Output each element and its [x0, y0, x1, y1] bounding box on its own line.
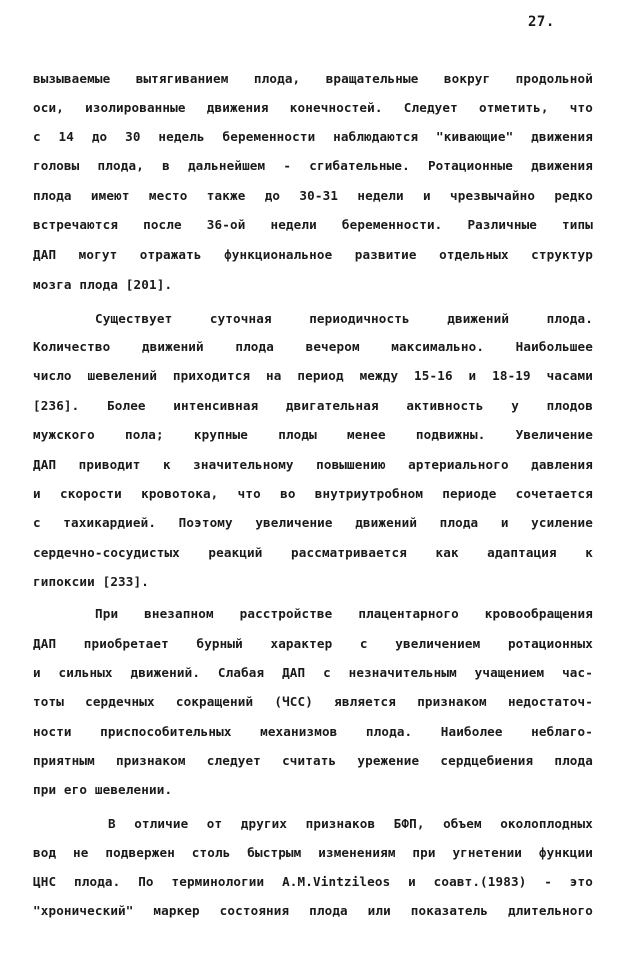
text-line: В отличие от других признаков БФП, объем околоплодных — [108, 816, 593, 831]
text-line: гипоксии [233]. — [33, 574, 149, 589]
text-line: и сильных движений. Слабая ДАП с незначительным учащением час- — [33, 665, 593, 680]
text-line: вызываемые вытягиванием плода, вращательные вокруг продольной — [33, 71, 593, 86]
text-line: число шевелений приходится на период между 15-16 и 18-19 часами — [33, 368, 593, 383]
text-line: и скорости кровотока, что во внутриутробном периоде сочетается — [33, 486, 593, 501]
text-line: ЦНС плода. По терминологии A.M.Vintzileos и соавт.(1983) - это — [33, 874, 593, 889]
text-line: вод не подвержен столь быстрым изменениям при угнетении функции — [33, 845, 593, 860]
text-line: ДАП приводит к значительному повышению артериального давления — [33, 457, 593, 472]
text-line: Существует суточная периодичность движений плода. — [95, 311, 593, 326]
text-line: [236]. Более интенсивная двигательная активность у плодов — [33, 398, 593, 413]
text-line: с 14 до 30 недель беременности наблюдаются "кивающие" движения — [33, 129, 593, 144]
text-line: плода имеют место также до 30-31 недели и чрезвычайно редко — [33, 188, 593, 203]
text-line: ности приспособительных механизмов плода. Наиболее неблаго- — [33, 724, 593, 739]
text-line: ДАП приобретает бурный характер с увеличением ротационных — [33, 636, 593, 651]
text-line: "хронический" маркер состояния плода или показатель длительного — [33, 903, 593, 918]
text-line: Количество движений плода вечером максимально. Наибольшее — [33, 339, 593, 354]
text-line: тоты сердечных сокращений (ЧСС) является признаком недостаточ- — [33, 694, 593, 709]
text-line: приятным признаком следует считать урежение сердцебиения плода — [33, 753, 593, 768]
text-line: при его шевелении. — [33, 782, 173, 797]
text-line: мозга плода [201]. — [33, 277, 173, 292]
text-line: сердечно-сосудистых реакций рассматривается как адаптация к — [33, 545, 593, 560]
text-line: с тахикардией. Поэтому увеличение движений плода и усиление — [33, 515, 593, 530]
page-number: 27. — [528, 14, 555, 30]
text-line: встречаются после 36-ой недели беременности. Различные типы — [33, 217, 593, 232]
text-line: При внезапном расстройстве плацентарного кровообращения — [95, 606, 593, 621]
text-line: головы плода, в дальнейшем - сгибательные. Ротационные движения — [33, 158, 593, 173]
text-line: ДАП могут отражать функциональное развитие отдельных структур — [33, 247, 593, 262]
text-line: оси, изолированные движения конечностей. Следует отметить, что — [33, 100, 593, 115]
text-line: мужского пола; крупные плоды менее подвижны. Увеличение — [33, 427, 593, 442]
